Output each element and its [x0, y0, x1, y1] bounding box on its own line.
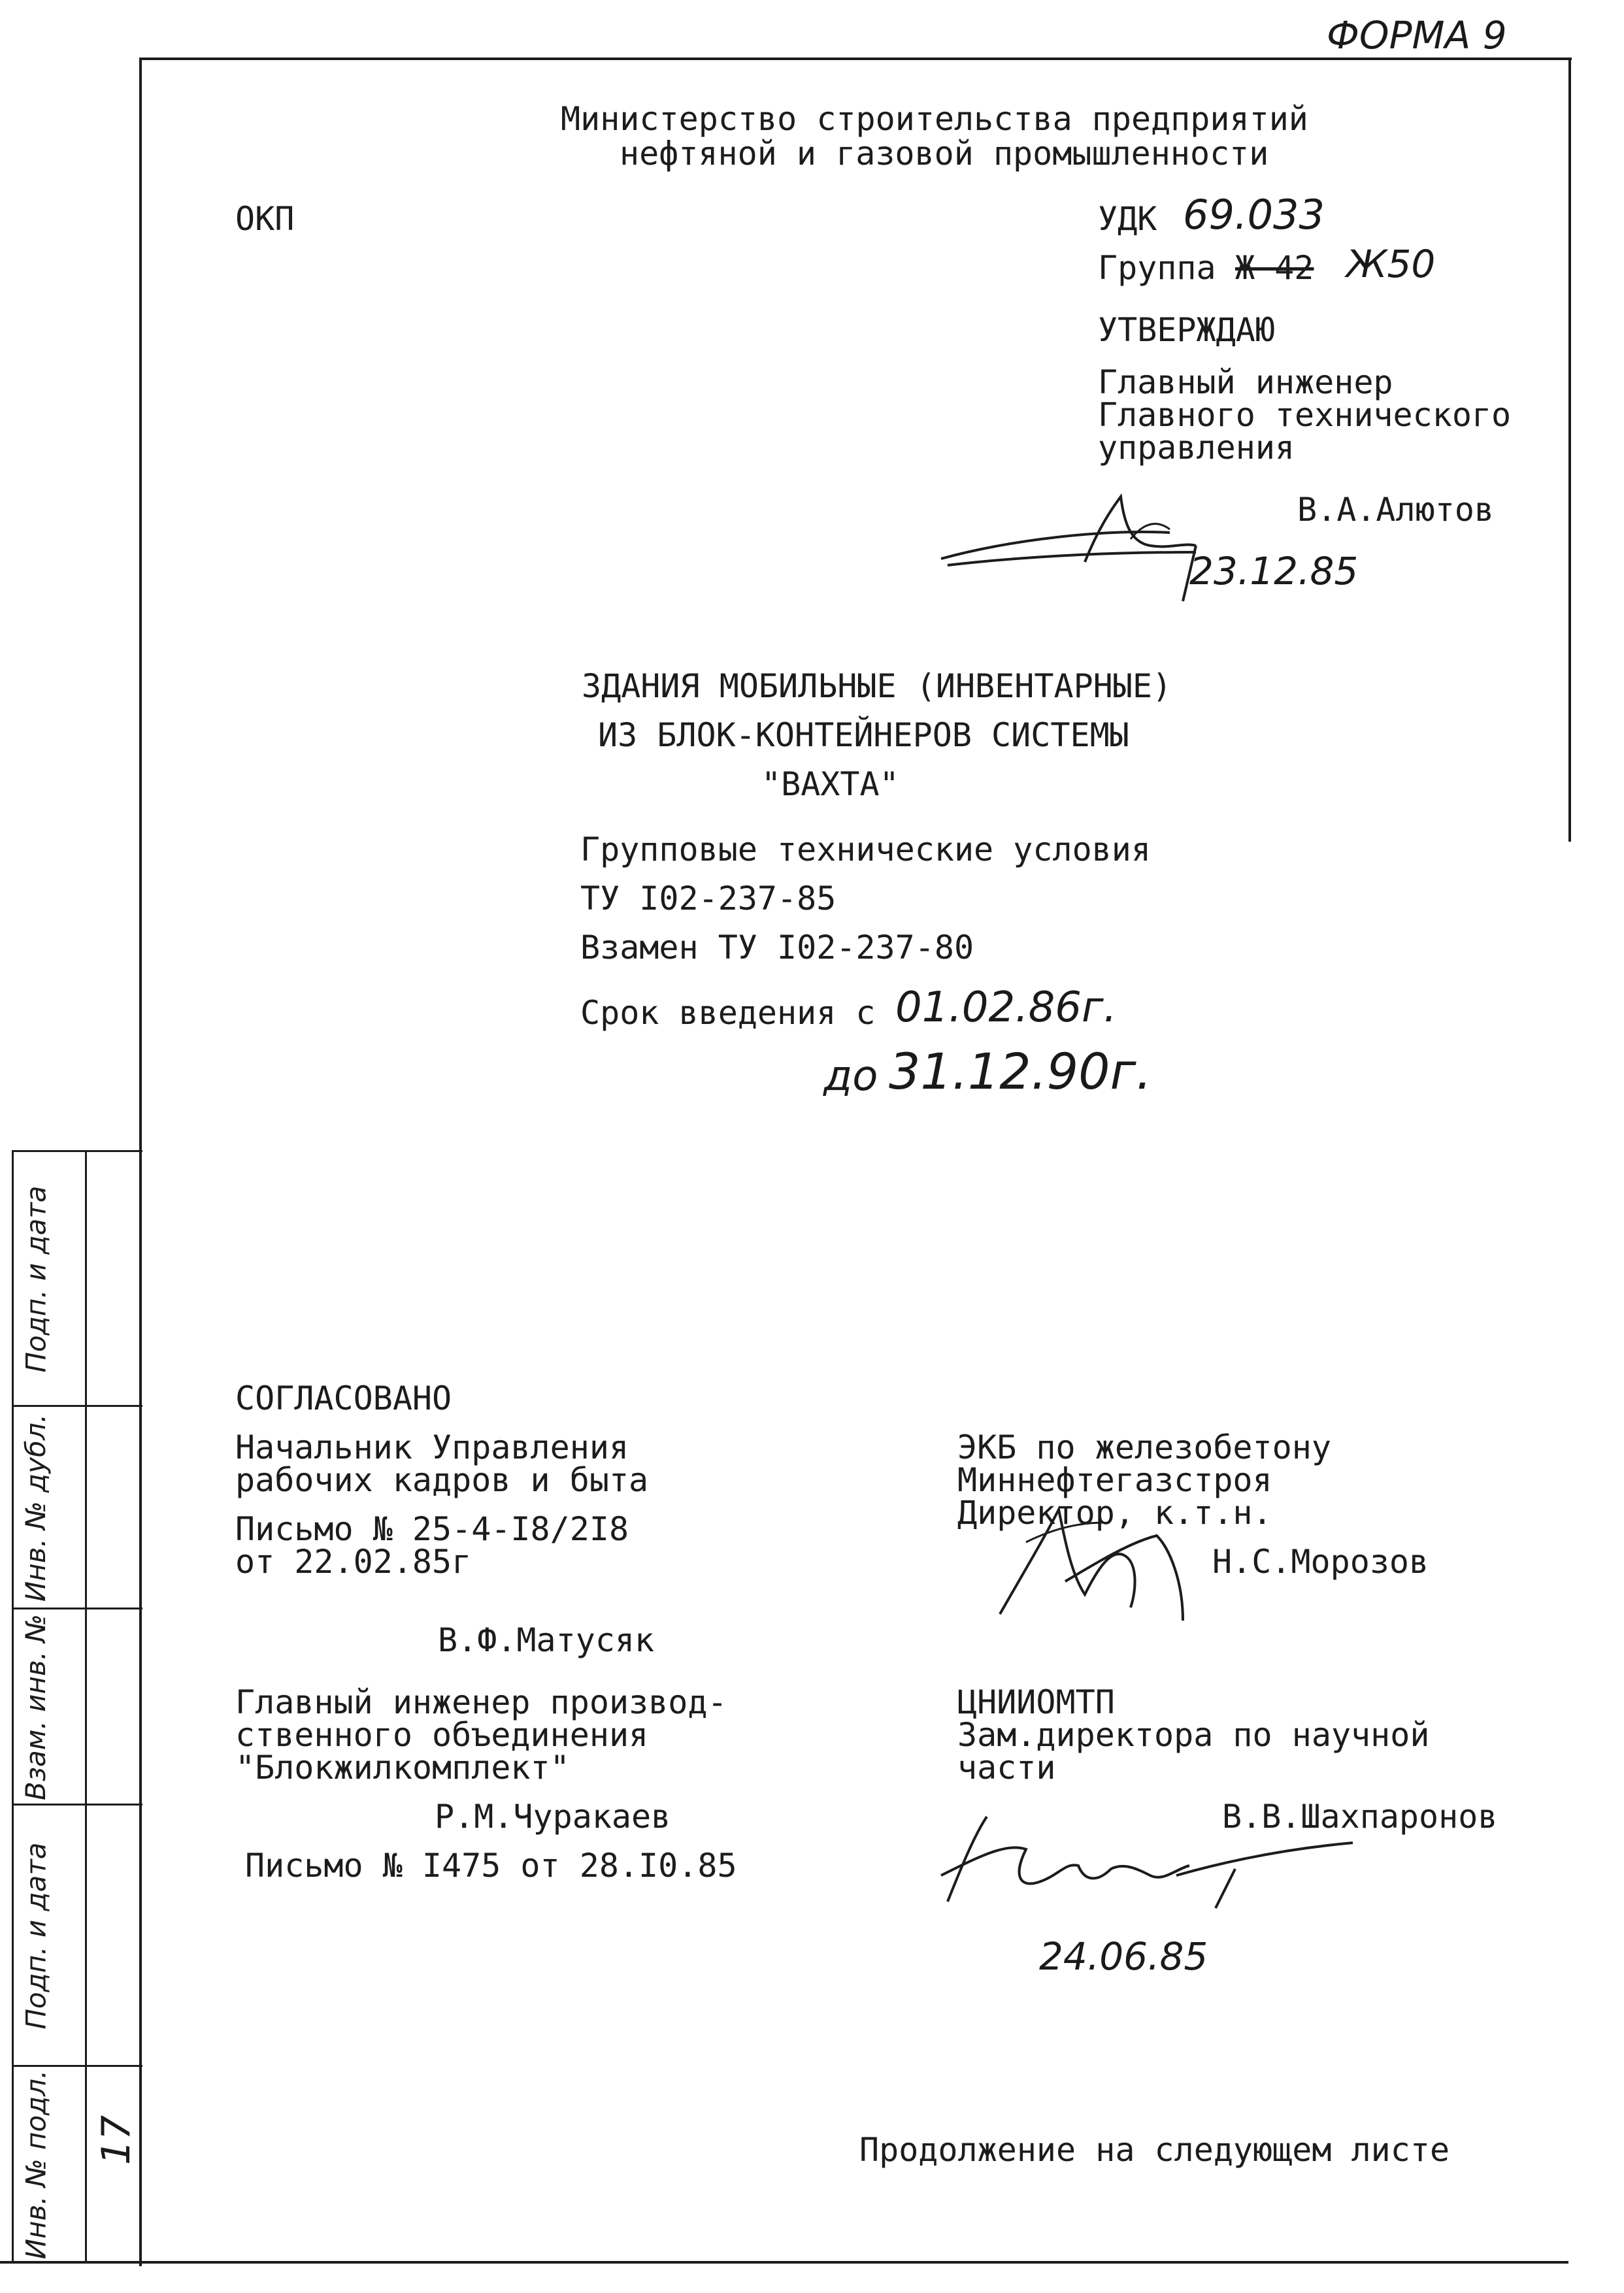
agreed-right2-name: В.В.Шахпаронов — [1222, 1798, 1498, 1836]
intro-date-label: Срок введения с — [580, 994, 876, 1032]
agreed-right1-signature-icon — [987, 1483, 1222, 1634]
strip-divider — [12, 1608, 142, 1609]
ministry-line-1: Министерство строительства предприятий — [561, 100, 1308, 138]
frame-right-line — [1568, 58, 1571, 842]
strip-cell-signature-date: Подп. и дата — [20, 1185, 52, 1373]
document-tu-number: ТУ I02-237-85 — [580, 880, 837, 917]
document-conditions: Групповые технические условия — [580, 831, 1151, 868]
agreed-right1-line-2: Миннефтегазстроя — [957, 1461, 1272, 1499]
intro-date-from: 01.02.86г. — [895, 983, 1117, 1032]
strip-cell-replacement-inv: Взам. инв. № — [20, 1613, 52, 1801]
approval-position-line-3: управления — [1098, 429, 1295, 467]
document-replaces: Взамен ТУ I02-237-80 — [580, 929, 974, 966]
agreed-left1-letter: Письмо № 25-4-I8/2I8 — [235, 1510, 629, 1548]
form-label: ФОРМА 9 — [1327, 13, 1507, 58]
approval-title: УТВЕРЖДАЮ — [1098, 311, 1275, 349]
strip-divider — [12, 2065, 142, 2067]
agreed-left2-name: Р.М.Чуракаев — [435, 1798, 671, 1836]
strip-cell-original-inv: Инв. № подл. — [20, 2070, 52, 2260]
strip-inner-line — [85, 1150, 87, 2261]
document-title-line-2: ИЗ БЛОК-КОНТЕЙНЕРОВ СИСТЕМЫ — [598, 716, 1129, 754]
frame-bottom-line — [0, 2261, 1568, 2264]
udk-label: УДК — [1098, 200, 1157, 238]
agreed-left1-name: В.Ф.Матусяк — [438, 1621, 655, 1659]
agreed-left1-letter-date: от 22.02.85г — [235, 1543, 472, 1581]
strip-cell-signature-date-2: Подп. и дата — [20, 1842, 52, 2030]
approval-position-line-1: Главный инженер — [1098, 363, 1393, 401]
agreed-right2-line-3: части — [957, 1749, 1056, 1787]
strip-divider — [12, 1150, 142, 1152]
group-label: Группа — [1098, 249, 1216, 287]
agreed-left2-line-3: "Блокжилкомплект" — [235, 1749, 570, 1787]
approval-date: 23.12.85 — [1189, 549, 1359, 593]
agreed-right2-line-1: ЦНИИОМТП — [957, 1683, 1115, 1721]
strip-cell-duplicate-inv: Инв. № дубл. — [20, 1413, 52, 1602]
frame-left-line — [139, 58, 142, 2266]
intro-to-label: до — [823, 1052, 878, 1100]
intro-date-to: 31.12.90г. — [889, 1042, 1152, 1100]
document-title-line-1: ЗДАНИЯ МОБИЛЬНЫЕ (ИНВЕНТАРНЫЕ) — [582, 667, 1172, 705]
strip-original-inv-value: 17 — [93, 2115, 140, 2166]
continuation-note: Продолжение на следующем листе — [859, 2131, 1450, 2169]
ministry-line-2: нефтяной и газовой промышленности — [620, 135, 1269, 173]
agreed-right2-signature-icon — [928, 1804, 1372, 1915]
agreed-left1-line-1: Начальник Управления — [235, 1428, 629, 1466]
strip-divider — [12, 1405, 142, 1407]
agreed-right1-line-1: ЭКБ по железобетону — [957, 1428, 1331, 1466]
agreed-right2-date: 24.06.85 — [1039, 1934, 1208, 1979]
group-value: Ж50 — [1346, 242, 1436, 286]
okp-label: ОКП — [235, 200, 295, 238]
group-struck-value: Ж 42 — [1235, 249, 1314, 287]
document-title-line-3: "ВАХТА" — [761, 765, 899, 803]
agreed-left2-line-2: ственного объединения — [235, 1716, 649, 1754]
frame-top-line — [141, 58, 1572, 60]
agreed-title: СОГЛАСОВАНО — [235, 1379, 452, 1417]
agreed-left1-line-2: рабочих кадров и быта — [235, 1461, 649, 1499]
agreed-left2-letter: Письмо № I475 от 28.I0.85 — [245, 1847, 737, 1885]
strip-divider — [12, 1804, 142, 1806]
agreed-right1-name: Н.С.Морозов — [1212, 1543, 1429, 1581]
agreed-left2-line-1: Главный инженер производ- — [235, 1683, 727, 1721]
udk-value: 69.033 — [1183, 191, 1325, 239]
agreed-right1-line-3: Директор, к.т.н. — [957, 1494, 1272, 1532]
approval-position-line-2: Главного технического — [1098, 396, 1512, 434]
agreed-right2-line-2: Зам.директора по научной — [957, 1716, 1430, 1754]
approval-name: В.А.Алютов — [1297, 491, 1495, 529]
